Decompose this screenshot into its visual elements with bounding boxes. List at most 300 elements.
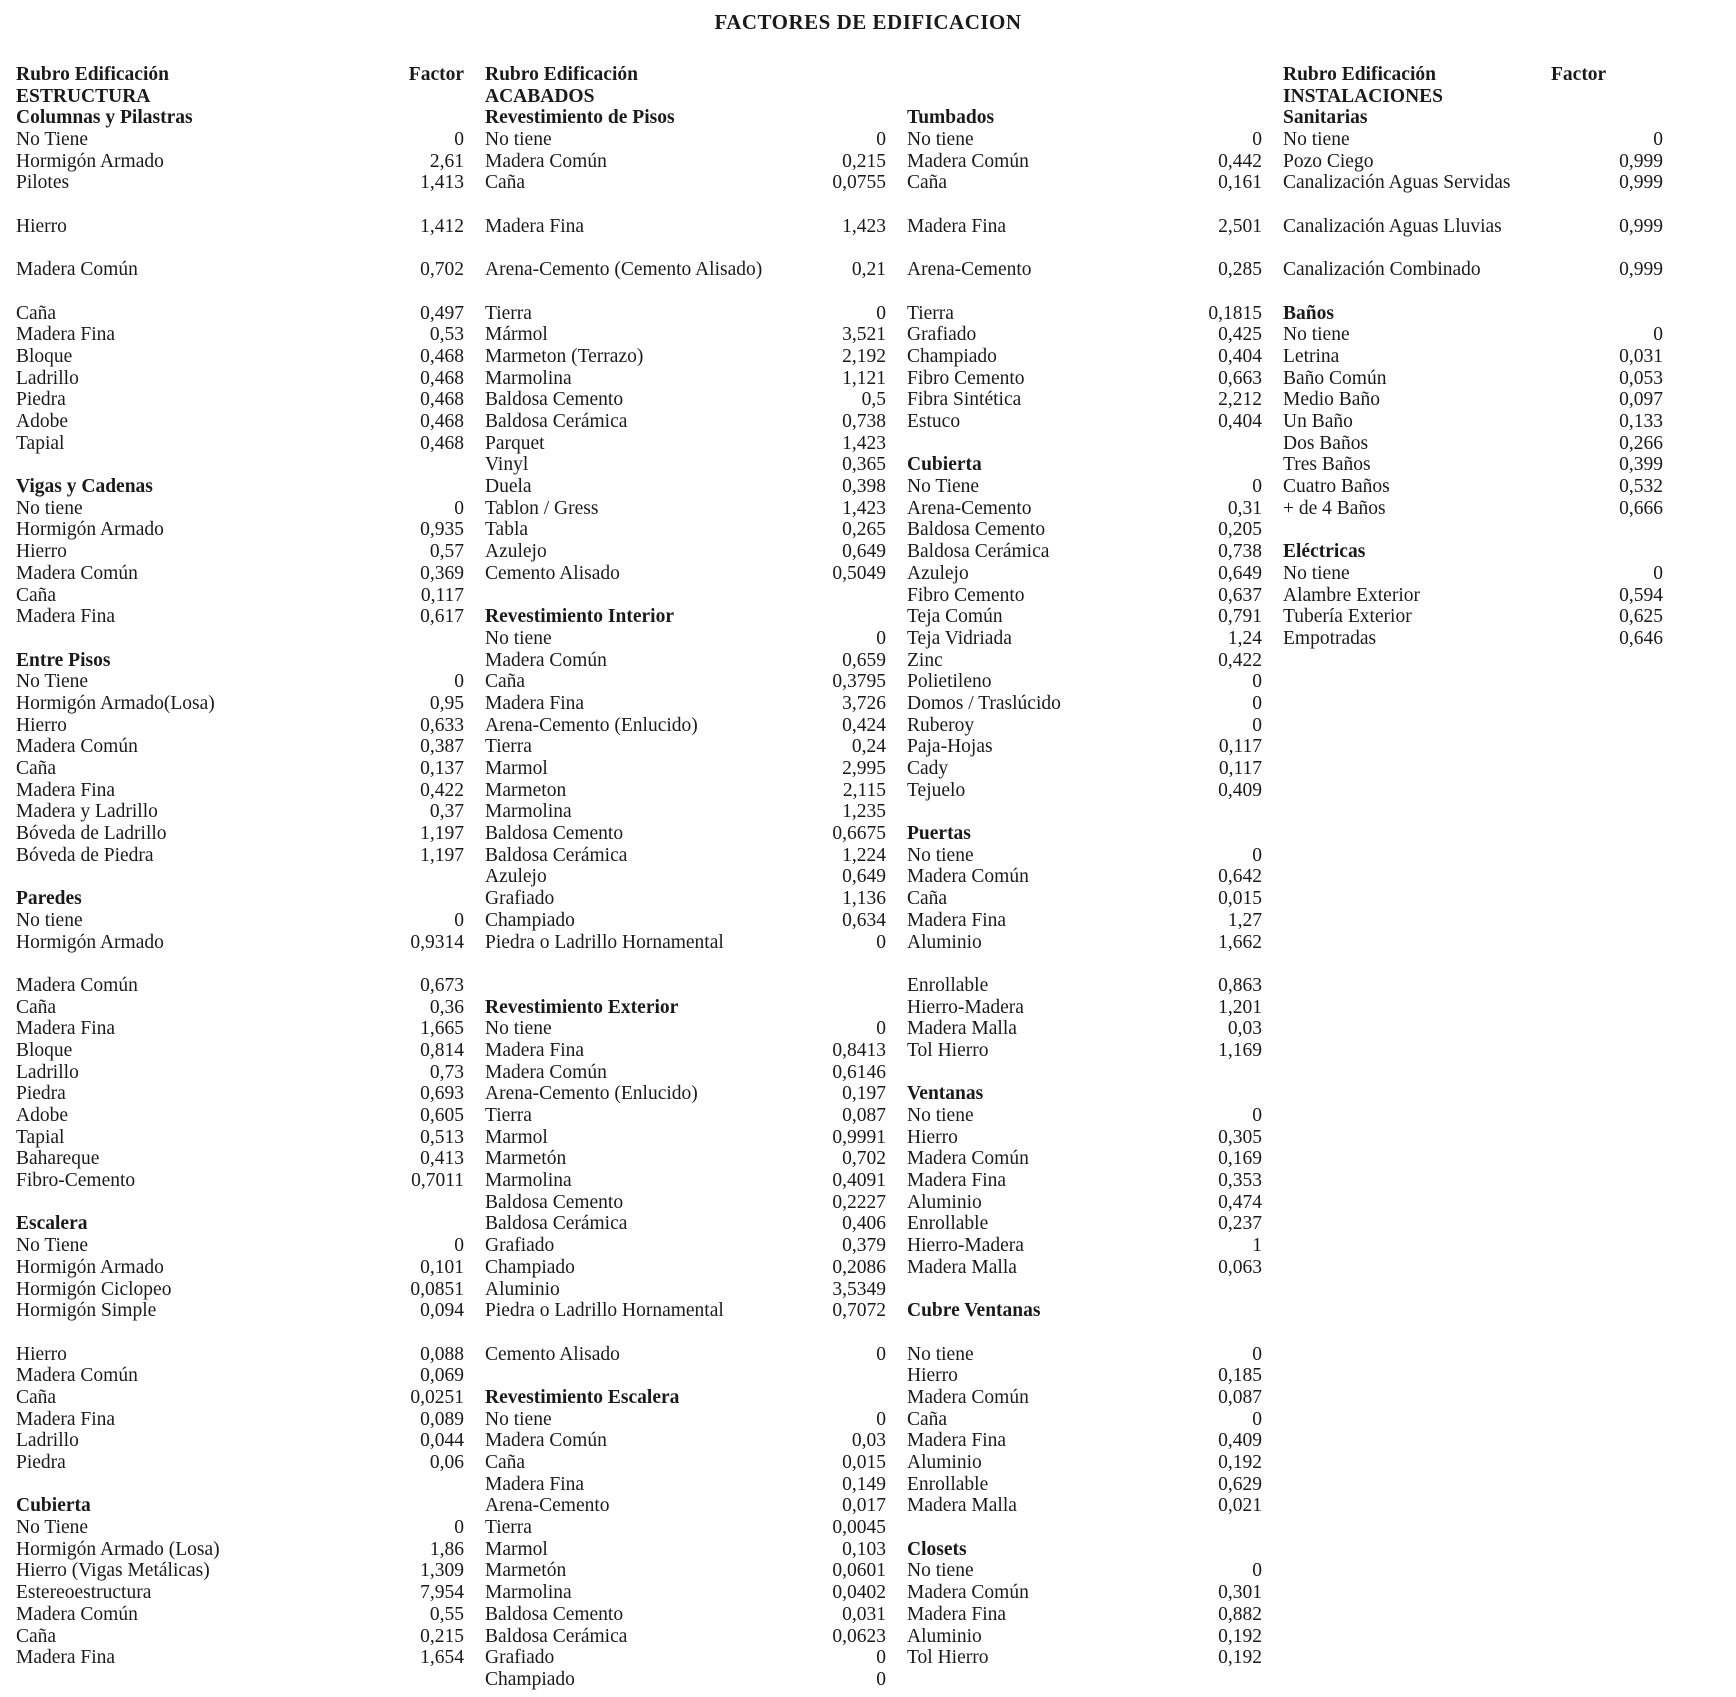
item-name: Madera Fina	[16, 1647, 116, 1669]
factor-value: 0,087	[1218, 1386, 1262, 1408]
factor-value: 0,468	[420, 389, 464, 411]
heading-label: Paredes	[16, 888, 82, 910]
factor-value: 0,642	[1218, 866, 1262, 888]
item-name: Letrina	[1283, 345, 1340, 367]
item-name: Paja-Hojas	[907, 736, 993, 758]
factor-value: 0	[876, 627, 886, 649]
item-name: Baldosa Cerámica	[485, 1625, 628, 1647]
factor-value: 0,605	[420, 1105, 464, 1126]
item-name: Tres Baños	[1283, 454, 1371, 476]
table-row	[485, 1300, 886, 1343]
item-name: Domos / Traslúcido	[907, 692, 1061, 714]
table-row	[485, 563, 886, 585]
spacer	[16, 628, 464, 650]
table-row	[16, 693, 464, 715]
factor-value: 0,791	[1218, 606, 1262, 628]
table-row	[1283, 129, 1663, 151]
item-name: Champiado	[907, 345, 997, 367]
factor-value: 0,673	[420, 974, 464, 996]
section-heading	[16, 64, 464, 86]
factor-value: 0,215	[420, 1625, 464, 1647]
item-name: Mármol	[485, 324, 548, 346]
item-name: Madera Fina	[485, 1039, 585, 1061]
item-name: Hormigón Armado	[16, 150, 164, 172]
item-name: Piedra o Ladrillo Hornamental	[485, 1300, 724, 1322]
factor-value: 0,9991	[832, 1126, 886, 1148]
item-name: Baldosa Cemento	[485, 823, 624, 845]
table-row	[16, 780, 464, 802]
factor-value: 0,36	[429, 996, 464, 1018]
table-row	[485, 433, 886, 455]
table-row	[907, 303, 1262, 325]
table-row	[907, 1018, 1262, 1040]
item-name: Enrollable	[907, 1213, 989, 1235]
item-name: Piedra	[16, 1452, 66, 1473]
table-row	[16, 498, 464, 520]
item-name: Madera Fina	[485, 692, 585, 714]
item-name: + de 4 Baños	[1283, 497, 1386, 519]
item-name: Champiado	[485, 909, 575, 931]
table-row	[16, 1083, 464, 1105]
table-row	[16, 1279, 464, 1301]
table-row	[485, 1105, 886, 1127]
item-name: Aluminio	[907, 931, 982, 953]
item-name: Baldosa Cemento	[485, 389, 624, 411]
item-name: Ladrillo	[16, 1061, 79, 1083]
item-name: Grafiado	[485, 1647, 555, 1669]
item-name: Tablon / Gress	[485, 497, 599, 519]
item-name: Canalización Aguas Servidas	[1283, 172, 1511, 194]
table-row	[907, 736, 1262, 758]
item-name: Hierro-Madera	[907, 996, 1024, 1018]
item-name: No tiene	[907, 1105, 974, 1126]
section-heading	[16, 86, 464, 108]
item-name: Madera Común	[485, 1061, 607, 1083]
item-name: Marmolina	[485, 801, 572, 823]
factor-value: 0,133	[1619, 411, 1663, 433]
table-row	[16, 715, 464, 737]
table-row	[907, 1105, 1262, 1127]
factor-value: 2,61	[429, 150, 464, 172]
item-name: Baldosa Cerámica	[485, 411, 628, 433]
item-name: Bahareque	[16, 1148, 100, 1170]
item-name: Madera Fina	[907, 215, 1007, 237]
factor-value: 0,625	[1619, 606, 1663, 628]
factor-value: 0,5049	[832, 562, 886, 584]
table-row	[907, 1582, 1262, 1604]
table-row	[485, 1474, 886, 1496]
factor-value: 2,115	[842, 779, 886, 801]
table-row	[16, 1430, 464, 1452]
item-name: Madera Fina	[16, 606, 116, 628]
factor-value: 0	[876, 1647, 886, 1669]
section-heading	[1283, 303, 1663, 325]
factor-value: 1,201	[1218, 996, 1262, 1018]
table-row	[907, 1409, 1262, 1431]
item-name: Canalización Aguas Lluvias	[1283, 215, 1502, 237]
factor-value: 0,55	[429, 1603, 464, 1625]
factor-value: 1,197	[420, 844, 464, 866]
table-row	[485, 541, 886, 563]
item-name: Grafiado	[485, 1235, 555, 1257]
item-name: Madera Fina	[907, 1603, 1007, 1625]
table-row	[16, 151, 464, 173]
factor-value: 0,37	[429, 801, 464, 823]
factor-value: 0,301	[1218, 1582, 1262, 1604]
table-row	[485, 1257, 886, 1279]
factor-value: 0,03	[851, 1430, 886, 1452]
factor-value: 0	[1252, 714, 1262, 736]
item-name: Marmolina	[485, 367, 572, 389]
factor-value: 2,995	[842, 758, 886, 780]
factor-value: 0	[876, 931, 886, 953]
factor-value: 0,305	[1218, 1126, 1262, 1148]
item-name: Tierra	[485, 736, 532, 758]
factor-value: 0,73	[429, 1061, 464, 1083]
item-name: Madera Fina	[485, 215, 585, 237]
item-name: Hormigón Armado(Losa)	[16, 692, 215, 714]
item-name: Marmol	[485, 1538, 548, 1560]
item-name: Arena-Cemento (Cemento Alisado)	[485, 259, 763, 281]
item-name: Adobe	[16, 1105, 68, 1126]
table-row	[16, 324, 464, 346]
spacer	[16, 194, 464, 216]
table-row	[16, 671, 464, 693]
section-heading	[485, 86, 886, 108]
section-heading	[485, 64, 886, 86]
factor-value: 0	[454, 909, 464, 931]
item-name: Marmetón	[485, 1148, 567, 1170]
table-row	[16, 1539, 464, 1561]
table-row	[16, 1409, 464, 1431]
spacer	[907, 1322, 1262, 1344]
factor-value: 0	[454, 497, 464, 519]
factor-value: 0,149	[842, 1473, 886, 1495]
table-row	[485, 1582, 886, 1604]
factor-value: 0,468	[420, 432, 464, 454]
factor-value: 0,192	[1218, 1452, 1262, 1473]
item-name: No tiene	[485, 627, 552, 649]
spacer	[907, 953, 1262, 975]
factor-value: 1,136	[842, 888, 886, 910]
item-name: Tabla	[485, 519, 529, 541]
item-name: Bóveda de Ladrillo	[16, 823, 167, 845]
table-row	[16, 1626, 464, 1648]
factor-value: 0,663	[1218, 367, 1262, 389]
table-row	[907, 693, 1262, 715]
factor-value: 3,521	[842, 324, 886, 346]
table-row	[907, 715, 1262, 737]
table-row	[907, 324, 1262, 346]
table-row	[485, 1430, 886, 1452]
factor-value: 0,369	[420, 562, 464, 584]
spacer	[907, 64, 1262, 86]
table-row	[16, 172, 464, 194]
table-row	[16, 129, 464, 151]
factor-value: 0,702	[842, 1148, 886, 1170]
table-row	[485, 172, 886, 194]
spacer	[16, 866, 464, 888]
section-heading	[16, 650, 464, 672]
factor-value: 0,015	[1218, 888, 1262, 910]
table-row	[16, 736, 464, 758]
item-name: Cady	[907, 758, 949, 779]
table-row	[16, 823, 464, 845]
factor-header: Factor	[408, 64, 464, 85]
spacer	[907, 1517, 1262, 1539]
item-name: No tiene	[907, 844, 974, 866]
heading-label: INSTALACIONES	[1283, 85, 1444, 107]
table-row	[16, 1517, 464, 1539]
factor-value: 0,513	[420, 1126, 464, 1148]
section-heading	[16, 888, 464, 910]
item-name: Cemento Alisado	[485, 562, 620, 584]
item-name: Tejuelo	[907, 779, 966, 801]
table-row	[907, 1495, 1262, 1517]
item-name: Tol Hierro	[907, 1039, 989, 1061]
item-name: No tiene	[485, 1018, 552, 1040]
item-name: Baldosa Cerámica	[485, 1213, 628, 1235]
factor-value: 0,353	[1218, 1170, 1262, 1192]
factor-value: 1,86	[429, 1538, 464, 1560]
factor-value: 0,094	[420, 1300, 464, 1322]
item-name: Madera Común	[907, 1148, 1029, 1170]
table-row	[907, 780, 1262, 802]
factor-value: 3,726	[842, 692, 886, 714]
item-name: Caña	[907, 888, 948, 910]
factor-value: 0,379	[842, 1235, 886, 1257]
factor-value: 0,017	[842, 1495, 886, 1517]
section-heading	[907, 823, 1262, 845]
item-name: Duela	[485, 476, 532, 498]
table-row	[16, 411, 464, 433]
table-row	[16, 1148, 464, 1170]
item-name: Madera Común	[16, 974, 138, 996]
factor-value: 0,8413	[832, 1039, 886, 1061]
item-name: Madera Común	[16, 1603, 138, 1625]
factor-value: 0,137	[420, 758, 464, 779]
item-name: Piedra	[16, 1083, 66, 1105]
item-name: Madera Común	[907, 866, 1029, 888]
item-name: Madera Común	[16, 259, 138, 281]
spacer	[16, 281, 464, 303]
spacer	[485, 585, 886, 607]
factor-value: 0,015	[842, 1452, 886, 1474]
item-name: Fibra Sintética	[907, 389, 1022, 411]
table-row	[907, 1647, 1262, 1669]
item-name: Bloque	[16, 1039, 73, 1061]
item-name: No Tiene	[16, 1517, 89, 1539]
table-row	[907, 216, 1262, 238]
factor-value: 0,999	[1619, 172, 1663, 194]
item-name: Baldosa Cemento	[485, 1603, 624, 1625]
item-name: Hierro	[16, 215, 67, 237]
item-name: Tierra	[485, 1517, 532, 1539]
item-name: Marmeton (Terrazo)	[485, 345, 644, 367]
heading-label: Rubro Edificación	[1283, 64, 1436, 85]
table-row	[1283, 498, 1663, 520]
table-row	[485, 1127, 886, 1149]
table-row	[485, 1409, 886, 1431]
item-name: No Tiene	[907, 476, 980, 498]
factor-value: 0,468	[420, 345, 464, 367]
factor-value: 0,406	[842, 1213, 886, 1235]
item-name: Estuco	[907, 411, 961, 432]
page-title: FACTORES DE EDIFICACION	[714, 10, 1022, 34]
item-name: Hormigón Ciclopeo	[16, 1278, 172, 1300]
table-row	[485, 151, 886, 173]
item-name: Champiado	[485, 1256, 575, 1278]
table-row	[16, 433, 464, 455]
item-name: Marmeton	[485, 779, 567, 801]
factor-value: 2,192	[842, 345, 886, 367]
table-row	[16, 1257, 464, 1279]
section-heading	[485, 107, 886, 129]
table-row	[1283, 628, 1663, 650]
table-row	[907, 1170, 1262, 1192]
item-name: Ladrillo	[16, 1430, 79, 1452]
table-row	[907, 758, 1262, 780]
table-row	[16, 910, 464, 932]
heading-label: Revestimiento Interior	[485, 606, 674, 628]
table-row	[485, 693, 886, 715]
section-heading	[907, 1083, 1262, 1105]
table-row	[907, 346, 1262, 368]
factor-value: 0,1815	[1208, 302, 1262, 324]
table-row	[1283, 259, 1663, 302]
factor-value: 0,935	[420, 519, 464, 541]
item-name: Teja Vidriada	[907, 627, 1012, 649]
spacer	[1283, 519, 1663, 541]
factor-value: 0,442	[1218, 150, 1262, 172]
factor-value: 0,0045	[832, 1517, 886, 1539]
section-heading	[16, 1213, 464, 1235]
item-name: Grafiado	[485, 888, 555, 910]
heading-label: Closets	[907, 1538, 967, 1560]
item-name: Madera y Ladrillo	[16, 801, 158, 823]
table-row	[907, 1040, 1262, 1062]
factor-value: 0	[1252, 692, 1262, 714]
table-row	[907, 975, 1262, 997]
item-name: Fibro Cemento	[907, 584, 1025, 606]
table-row	[907, 1474, 1262, 1496]
factor-value: 0,738	[842, 411, 886, 433]
item-name: Baldosa Cerámica	[485, 844, 628, 866]
item-name: Marmetón	[485, 1560, 567, 1582]
table-row	[907, 1235, 1262, 1257]
item-name: Zinc	[907, 649, 943, 671]
item-name: Arena-Cemento (Enlucido)	[485, 714, 698, 736]
table-row	[16, 519, 464, 541]
table-row	[485, 1452, 886, 1474]
factor-value: 0,0755	[832, 172, 886, 194]
table-row	[485, 888, 886, 910]
table-row	[907, 151, 1262, 173]
factor-value: 1,665	[420, 1018, 464, 1040]
factor-value: 0,053	[1619, 367, 1663, 389]
spacer	[907, 281, 1262, 303]
table-row	[907, 129, 1262, 151]
item-name: Marmolina	[485, 1170, 572, 1192]
item-name: Adobe	[16, 411, 68, 432]
item-name: Hierro-Madera	[907, 1235, 1024, 1257]
factor-value: 0,161	[1218, 172, 1262, 194]
table-row	[485, 1539, 886, 1561]
spacer	[907, 801, 1262, 823]
factor-value: 0,468	[420, 367, 464, 389]
item-name: Enrollable	[907, 974, 989, 996]
factor-value: 0,215	[842, 150, 886, 172]
table-row	[1283, 368, 1663, 390]
factor-value: 0,265	[842, 519, 886, 541]
table-row	[485, 910, 886, 932]
table-row	[485, 1495, 886, 1517]
factor-value: 1,224	[842, 844, 886, 866]
item-name: Hormigón Armado	[16, 519, 164, 541]
item-name: Canalización Combinado	[1283, 259, 1481, 281]
table-row	[16, 1582, 464, 1604]
heading-label: Cubierta	[907, 454, 982, 476]
factor-value: 0,532	[1619, 476, 1663, 498]
table-row	[16, 997, 464, 1019]
factor-value: 0,6146	[832, 1061, 886, 1083]
factor-value: 0	[454, 671, 464, 693]
factor-value: 0,087	[842, 1105, 886, 1127]
table-row	[16, 1300, 464, 1322]
table-row	[16, 932, 464, 954]
item-name: Alambre Exterior	[1283, 584, 1420, 606]
factor-value: 0	[454, 129, 464, 151]
table-row	[485, 1647, 886, 1669]
factor-value: 0	[876, 302, 886, 324]
factor-value: 1,309	[420, 1560, 464, 1582]
item-name: Aluminio	[907, 1452, 982, 1473]
item-name: Caña	[16, 1386, 57, 1408]
item-name: Aluminio	[485, 1278, 560, 1300]
item-name: Dos Baños	[1283, 432, 1369, 454]
item-name: Madera Malla	[907, 1018, 1017, 1040]
table-row	[16, 389, 464, 411]
item-name: Azulejo	[485, 541, 547, 563]
section-heading	[1283, 541, 1663, 563]
item-name: Fibro-Cemento	[16, 1170, 136, 1192]
factor-value: 0,57	[429, 541, 464, 563]
factor-value: 0,3795	[832, 671, 886, 693]
factor-header: Factor	[1551, 64, 1607, 85]
factor-value: 0,169	[1218, 1148, 1262, 1170]
factor-value: 0,31	[1227, 497, 1262, 519]
factor-value: 0,192	[1218, 1625, 1262, 1647]
table-row	[485, 1560, 886, 1582]
table-row	[16, 1604, 464, 1626]
factor-value: 1,423	[842, 497, 886, 519]
heading-label: Ventanas	[907, 1083, 984, 1105]
table-row	[485, 519, 886, 541]
table-row	[485, 758, 886, 780]
spacer	[907, 238, 1262, 260]
factor-value: 0,7011	[411, 1170, 464, 1192]
factor-value: 0,409	[1218, 1430, 1262, 1452]
factor-value: 0,387	[420, 736, 464, 758]
factor-value: 0,117	[1218, 736, 1262, 758]
table-row	[485, 324, 886, 346]
table-row	[485, 1669, 886, 1691]
item-name: Madera Fina	[485, 1473, 585, 1495]
factor-value: 1,423	[842, 432, 886, 454]
table-row	[16, 585, 464, 607]
item-name: Ladrillo	[16, 367, 79, 389]
section-heading	[1283, 64, 1663, 86]
